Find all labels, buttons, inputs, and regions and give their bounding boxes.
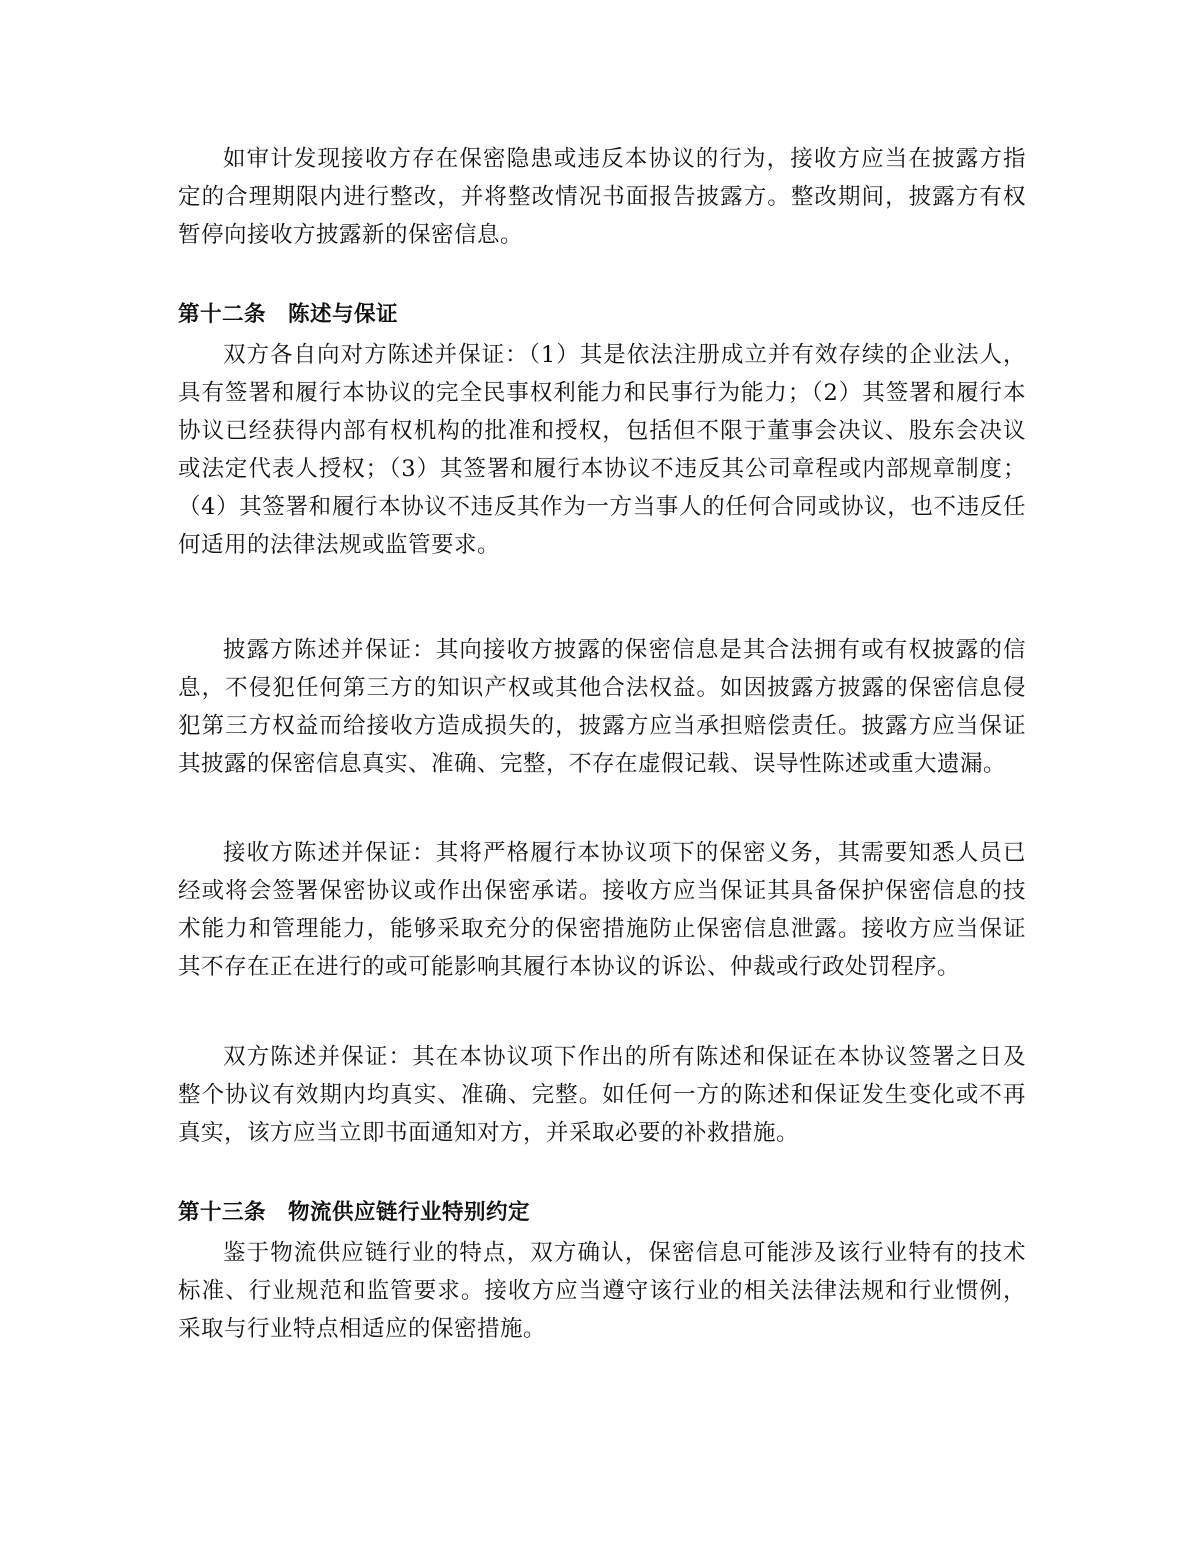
- article-12-paragraph-2: 披露方陈述并保证：其向接收方披露的保密信息是其合法拥有或有权披露的信息，不侵犯任何第三方的知识产权或其他合法权益。如因披露方披露的保密信息侵犯第三方权益而给接收方造成损失的，披露方应当承担赔偿责任。披露方应当保证其披露的保密信息真实、准确、完整，不存在虚假记载、误导性陈述或重大遗漏。: [178, 637, 1026, 777]
- article-12-paragraph-3: 接收方陈述并保证：其将严格履行本协议项下的保密义务，其需要知悉人员已经或将会签署保密协议或作出保密承诺。接收方应当保证其具备保护保密信息的技术能力和管理能力，能够采取充分的保密措施防止保密信息泄露。接收方应当保证其不存在正在进行的或可能影响其履行本协议的诉讼、仲裁或行政处罚程序。: [178, 840, 1026, 980]
- paragraph-audit-rectification: 如审计发现接收方存在保密隐患或违反本协议的行为，接收方应当在披露方指定的合理期限内进行整改，并将整改情况书面报告披露方。整改期间，披露方有权暂停向接收方披露新的保密信息。: [178, 146, 1026, 248]
- article-12-title: 陈述与保证: [288, 302, 399, 327]
- article-13-number: 第十三条: [178, 1200, 267, 1225]
- article-12-number: 第十二条: [178, 302, 267, 327]
- article-13-title: 物流供应链行业特别约定: [288, 1200, 531, 1225]
- article-12-paragraph-4: 双方陈述并保证：其在本协议项下作出的所有陈述和保证在本协议签署之日及整个协议有效期内均真实、准确、完整。如任何一方的陈述和保证发生变化或不再真实，该方应当立即书面通知对方，并采取必要的补救措施。: [178, 1044, 1026, 1146]
- article-12-paragraph-1: 双方各自向对方陈述并保证：（1）其是依法注册成立并有效存续的企业法人，具有签署和履行本协议的完全民事权利能力和民事行为能力；（2）其签署和履行本协议已经获得内部有权机构的批准和授权，包括但不限于董事会决议、股东会决议或法定代表人授权；（3）其签署和履行本协议不违反其公司章程或内部规章制度；（4）其签署和履行本协议不违反其作为一方当事人的任何合同或协议，也不违反任何适用的法律法规或监管要求。: [178, 342, 1026, 558]
- article-13-heading: [178, 1196, 1026, 1230]
- article-12-heading: [178, 298, 1026, 332]
- article-13-paragraph-1: 鉴于物流供应链行业的特点，双方确认，保密信息可能涉及该行业特有的技术标准、行业规范和监管要求。接收方应当遵守该行业的相关法律法规和行业惯例，采取与行业特点相适应的保密措施。: [178, 1240, 1026, 1342]
